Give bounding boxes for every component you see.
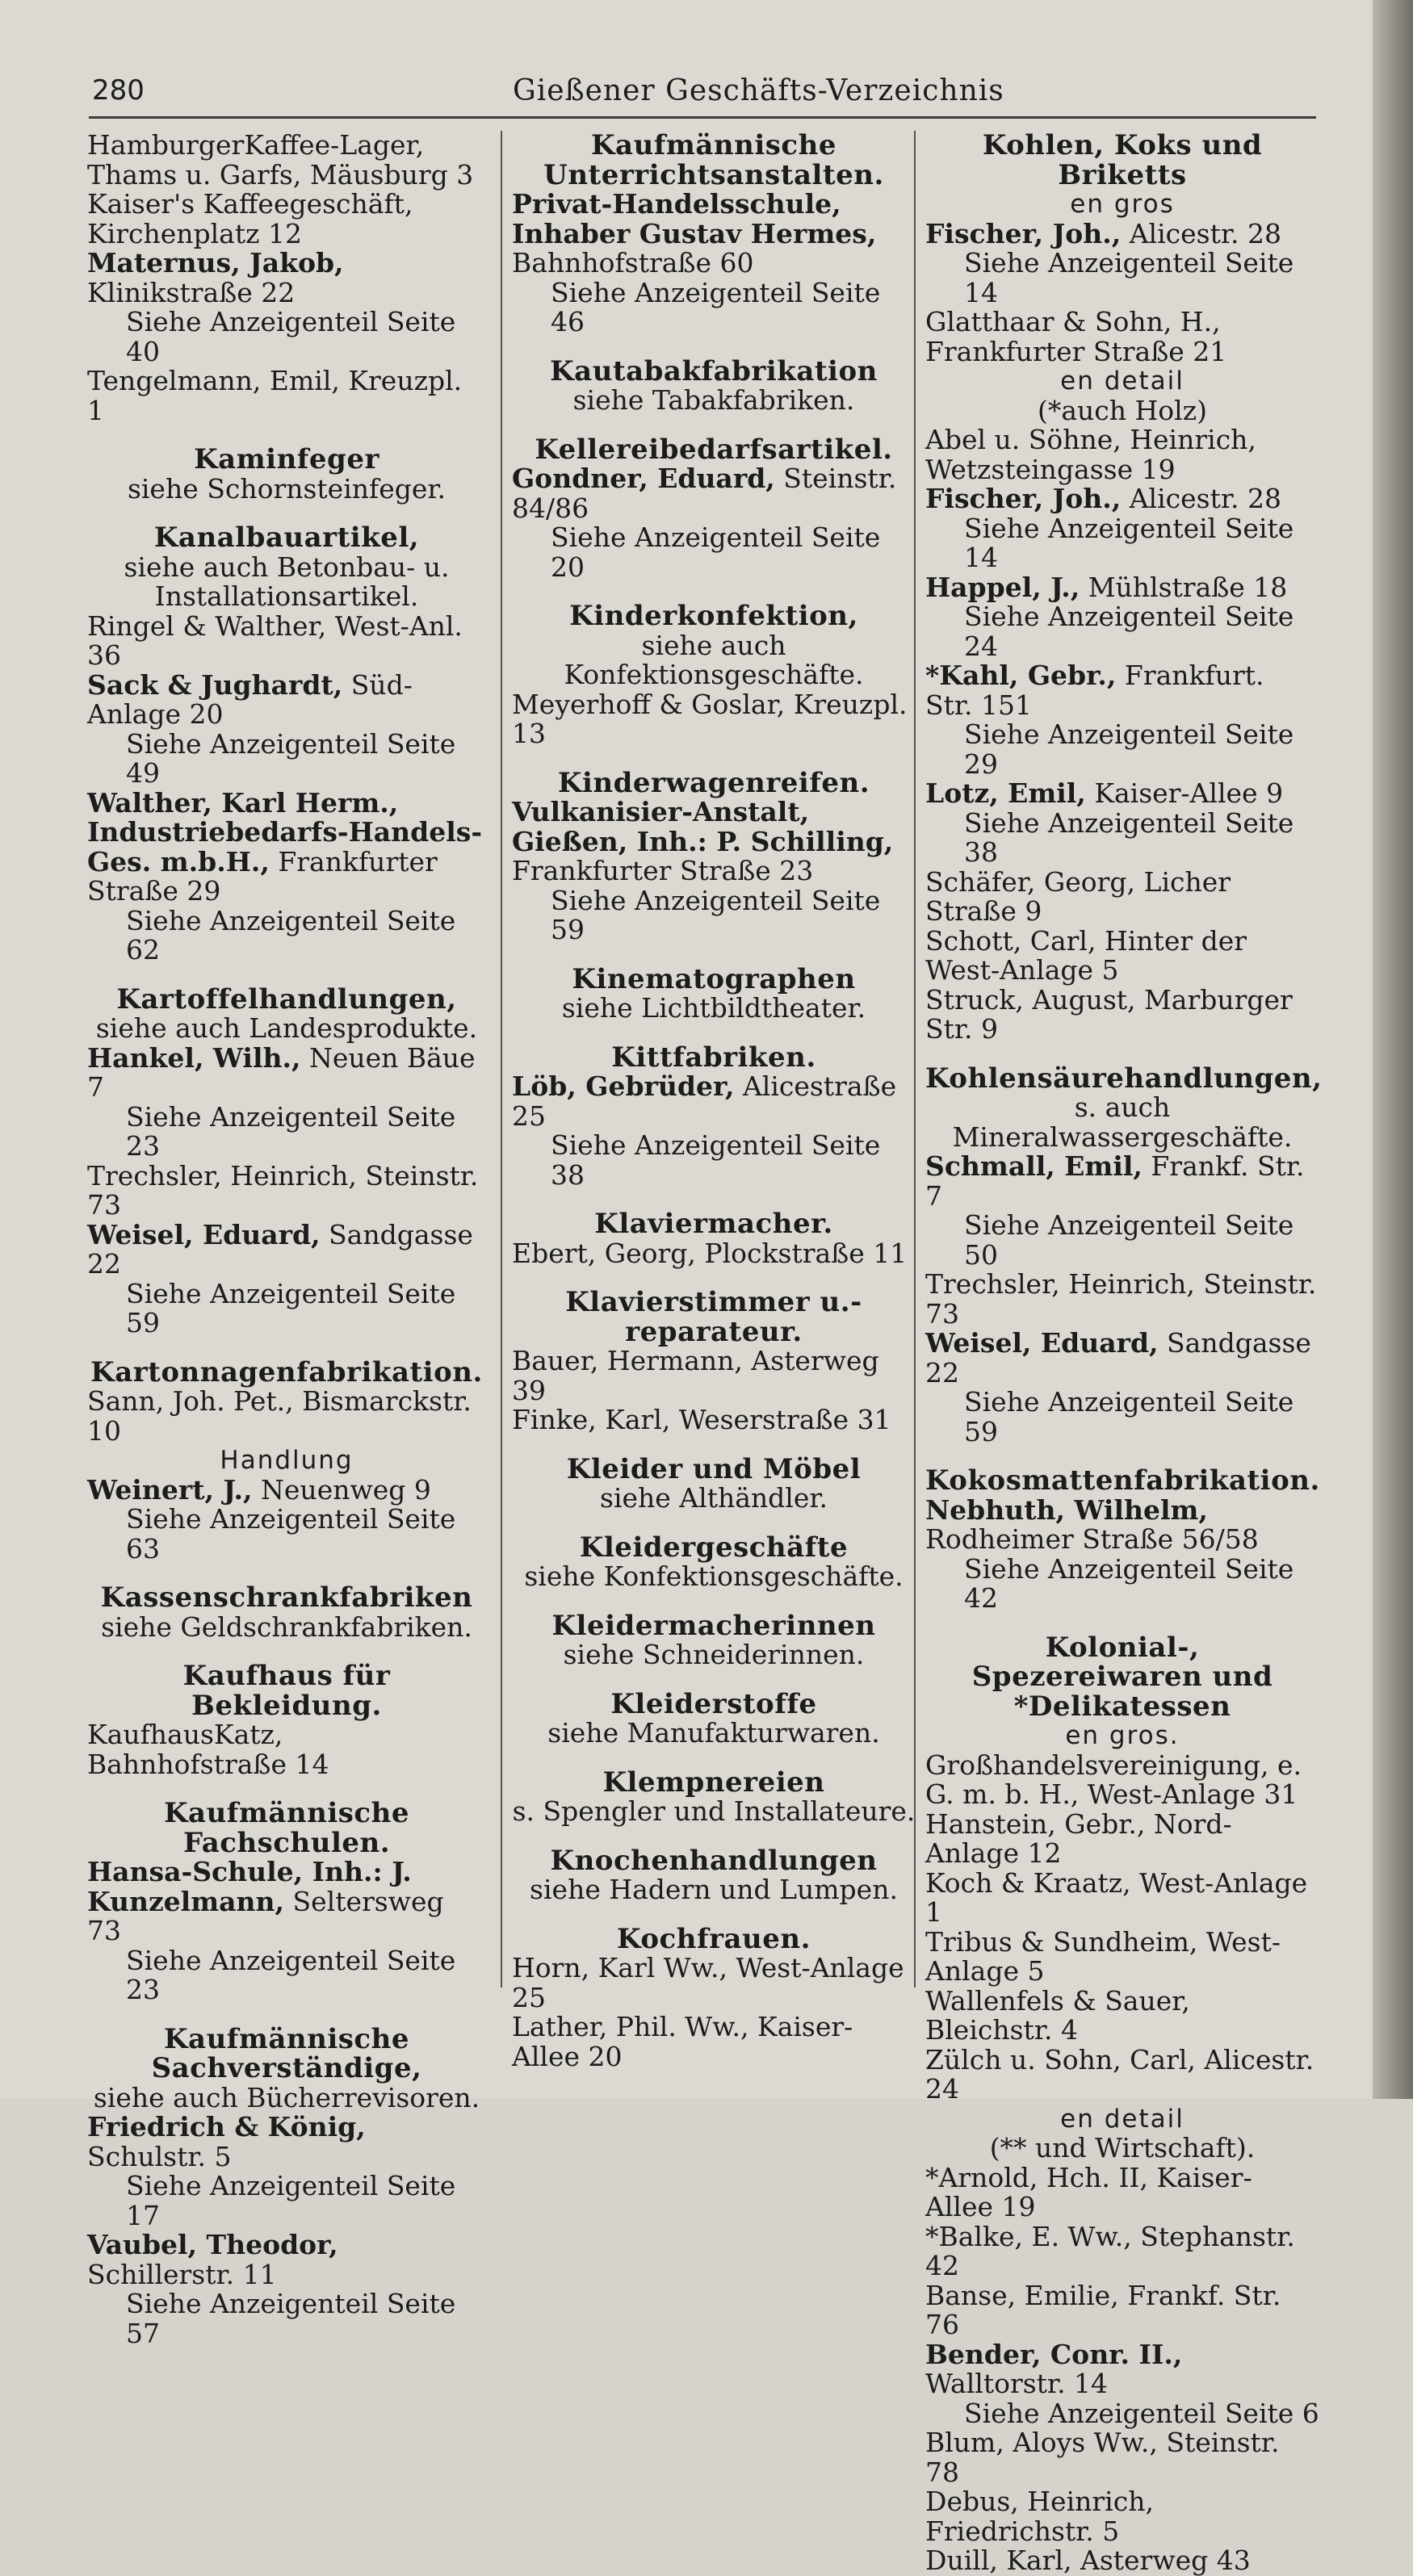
entry-address: Neuenweg 9 [261,1473,431,1506]
category-heading: Kartonnagenfabrikation. [90,1355,483,1389]
directory-entry [925,2281,1319,2340]
entry-address: Sandgasse 22 [87,1218,473,1280]
entry-name: Schott, Carl, [925,924,1096,957]
entry-address: Thams u. Garfs, Mäusburg 3 [87,158,474,191]
entry-address: Nord-Anlage 12 [925,1807,1232,1869]
category-heading: Kinderwagenreifen. [557,766,870,799]
cross-reference-note: siehe Hadern und Lumpen. [530,1874,898,1905]
directory-entry [512,190,916,279]
directory-entry [925,661,1319,720]
directory-entry [925,484,1319,514]
category-heading: Kittfabriken. [611,1041,816,1074]
directory-entry [925,573,1319,603]
entry-address: Steinstr. 84/86 [512,463,897,524]
directory-entry [925,1152,1319,1211]
entry-name: Walther, Karl Herm., Industriebedarfs-Handels-Ges. m.b.H., [87,786,483,878]
entry-address: Alicestraße 25 [512,1070,897,1132]
entry-address: Alicestr. 28 [1129,217,1281,249]
entry-name: Hankel, Wilh., [87,1041,301,1074]
entry-address: Neuen Bäue 7 [87,1041,476,1103]
directory-entry [87,131,486,190]
entry-address: Plockstraße 11 [704,1237,908,1269]
directory-entry [925,1329,1319,1388]
entry-name: Lotz, Emil, [925,777,1086,809]
advertisement-reference: Siehe Anzeigenteil Seite 63 [126,1503,456,1564]
category-heading: Klaviermacher. [594,1208,833,1240]
category-heading: Kaufhaus für Bekleidung. [182,1660,391,1722]
directory-entry [87,1858,486,1946]
category-heading: Kohlen, Koks und Briketts [982,129,1263,191]
entry-name: Bender, Conr. II., [925,2338,1183,2370]
entry-name: Weinert, J., [87,1473,253,1506]
directory-entry [512,1239,916,1269]
directory-entry [87,668,486,730]
advertisement-reference: Siehe Anzeigenteil Seite 20 [551,521,881,583]
entry-name: Fischer, Joh., [925,483,1122,514]
cross-reference-note: siehe Schneiderinnen. [563,1639,865,1670]
directory-entry [925,2428,1319,2487]
entry-address: Weserstraße 31 [678,1404,891,1435]
entry-name: Fischer, Joh., [925,217,1122,249]
entry-name: Ebert, Georg, [512,1237,696,1269]
category-heading: Kleider und Möbel [566,1452,862,1485]
entry-address: Asterweg 43 [1080,2545,1251,2576]
cross-reference-note: s. auch Mineralwassergeschäfte. [952,1091,1293,1153]
entry-name: Bauer, Hermann, [512,1345,743,1376]
directory-entry [512,1405,916,1435]
entry-address: Bahnhofstraße 60 [512,247,754,279]
column-middle [501,129,916,2072]
entry-name: Vulkanisier-Anstalt, Gießen, Inh.: P. Schilling, [512,796,894,857]
entry-address: Frankf. Str. 7 [925,1150,1305,1212]
directory-entry [87,1720,486,1779]
directory-entry [87,609,486,671]
entry-name: Maternus, Jakob, [87,247,344,279]
entry-address: Asterweg 39 [512,1345,879,1406]
advertisement-reference: Siehe Anzeigenteil Seite 38 [964,806,1294,868]
entry-address: Alicestr. 24 [925,2043,1314,2105]
category-heading: Kartoffelhandlungen, [116,982,457,1016]
entry-address: Stephanstr. 42 [925,2220,1295,2281]
category-heading: Kokosmattenfabrikation. [925,1464,1320,1497]
entry-name: HamburgerKaffee-Lager, [87,129,425,161]
directory-entry [87,1473,486,1506]
cross-reference-note: siehe Tabakfabriken. [572,384,855,416]
entry-name: Abel u. Söhne, Heinrich, [925,424,1256,455]
advertisement-reference: Siehe Anzeigenteil Seite 23 [126,1100,456,1162]
entry-address: Klinikstraße 22 [87,276,296,308]
category-heading: Kleiderstoffe [610,1687,817,1720]
entry-address: Hinter der West-Anlage 5 [925,924,1247,986]
column-right [914,129,1323,2576]
advertisement-reference: Siehe Anzeigenteil Seite 23 [126,1944,456,2005]
category-heading: Kaminfeger [194,443,379,475]
directory-entry [925,1493,1319,1555]
directory-entry [925,425,1319,484]
entry-address: Frankfurter Straße 29 [87,845,438,907]
advertisement-reference: Siehe Anzeigenteil Seite 14 [964,512,1294,573]
directory-entry [925,1751,1319,1810]
directory-entry [925,779,1319,809]
directory-entry [512,798,916,886]
entry-name: Trechsler, Heinrich, [87,1159,357,1192]
entry-address: Kaiser-Allee 19 [925,2161,1252,2222]
category-heading: Kautabakfabrikation [550,354,878,387]
directory-entry [87,1159,486,1221]
entry-name: KaufhausKatz, [87,1719,283,1750]
advertisement-reference: Siehe Anzeigenteil Seite 42 [964,1552,1294,1614]
directory-entry [925,924,1319,986]
cross-reference-note: siehe auch Betonbau- u. Installationsartikel. [124,551,450,612]
entry-name: Weisel, Eduard, [87,1218,321,1250]
advertisement-reference: Siehe Anzeigenteil Seite 50 [964,1209,1294,1271]
category-heading: Kassenschrankfabriken [100,1581,473,1614]
advertisement-reference: Siehe Anzeigenteil Seite 57 [126,2288,456,2349]
entry-name: Wallenfels & Sauer, [925,1984,1190,2017]
directory-entry [925,983,1319,1045]
entry-address: e. G. m. b. H., West-Anlage 31 [925,1749,1302,1810]
entry-address: Frankfurt. Str. 151 [925,660,1264,721]
entry-name: Ringel & Walther, [87,609,327,642]
entry-address: West-Anlage 1 [925,1866,1308,1928]
directory-entry [87,786,486,907]
entry-address: West-Anl. 36 [87,609,463,671]
directory-entry [512,464,916,523]
advertisement-reference: Siehe Anzeigenteil Seite 59 [126,1277,456,1338]
directory-entry [925,308,1319,367]
entry-address: Kaiser-Allee 20 [512,2011,853,2072]
advertisement-reference: Siehe Anzeigenteil Seite 59 [551,884,881,945]
entry-name: Zülch u. Sohn, Carl, [925,2043,1196,2075]
directory-entry [925,2222,1319,2281]
entry-name: Friedrich & König, [87,2111,366,2142]
entry-name: Schmall, Emil, [925,1150,1143,1182]
entry-name: Debus, Heinrich, [925,2486,1154,2517]
entry-name: Finke, Karl, [512,1404,671,1435]
directory-entry [87,249,486,308]
entry-name: Koch & Kraatz, [925,1866,1131,1899]
directory-entry [512,1347,916,1405]
advertisement-reference: Siehe Anzeigenteil Seite 14 [964,247,1294,308]
entry-name: Tribus & Sundheim, [925,1925,1198,1958]
subcategory-label: en gros [1070,190,1175,219]
entry-address: Alicestr. 28 [1129,483,1281,514]
entry-address: Steinstr. 78 [925,2427,1280,2488]
entry-address: Kreuzpl. 13 [512,688,908,749]
advertisement-reference: Siehe Anzeigenteil Seite 49 [126,727,456,789]
entry-name: Sann, Joh. Pet., [87,1385,294,1417]
entry-name: Sack & Jughardt, [87,668,343,701]
cross-reference-note: (** und Wirtschaft). [989,2132,1256,2163]
subcategory-label: en detail [1060,367,1184,396]
entry-address: Bismarckstr. 10 [87,1385,472,1447]
directory-entry [87,367,486,425]
entry-address: Marburger Str. 9 [925,983,1293,1045]
entry-address: Frankfurter Straße 21 [925,335,1227,367]
entry-name: Nebhuth, Wilhelm, [925,1493,1208,1526]
advertisement-reference: Siehe Anzeigenteil Seite 38 [551,1129,881,1191]
directory-entry [512,1072,916,1131]
directory-entry [925,2163,1319,2222]
directory-entry [925,2043,1319,2105]
advertisement-reference: Siehe Anzeigenteil Seite 29 [964,718,1294,780]
entry-name: Banse, Emilie, [925,2279,1119,2311]
category-heading: Kolonial-, Spezereiwaren und *Delikatessen [971,1631,1273,1723]
entry-name: Duill, Karl, [925,2545,1072,2576]
subcategory-label: Handlung [220,1446,354,1475]
category-heading: Kohlensäurehandlungen, [925,1062,1323,1095]
category-heading: Kaufmännische Unterrichtsanstalten. [543,129,884,191]
directory-entry [925,217,1319,249]
entry-address: Seltersweg 73 [87,1885,444,1946]
entry-name: Blum, Aloys Ww., [925,2427,1158,2458]
directory-entry [925,2487,1319,2546]
subcategory-label: en gros. [1065,1721,1180,1750]
entry-name: Trechsler, Heinrich, [925,1268,1195,1300]
directory-entry [87,2113,486,2172]
entry-name: Großhandelsvereinigung, [925,1749,1269,1781]
cross-reference-note: siehe auch Landesprodukte. [95,1012,478,1044]
category-heading: Kleidermacherinnen [551,1609,876,1642]
directory-entry [925,2546,1319,2576]
directory-entry [925,1984,1319,2046]
entry-address: Mühlstraße 18 [1088,571,1288,603]
advertisement-reference: Siehe Anzeigenteil Seite 6 [964,2397,1319,2429]
cross-reference-note: siehe Althändler. [600,1482,828,1514]
category-heading: Klavierstimmer u.-reparateur. [565,1286,862,1348]
entry-address: Friedrichstr. 5 [925,2515,1120,2547]
entry-address: Bahnhofstraße 14 [87,1748,329,1780]
entry-name: Kaiser's [87,188,195,220]
entry-name: Happel, J., [925,571,1080,603]
running-title: Gießener Geschäfts-Verzeichnis [513,74,1004,107]
directory-entry [87,1041,486,1103]
entry-address: Wetzsteingasse 19 [925,453,1176,485]
advertisement-reference: Siehe Anzeigenteil Seite 24 [964,601,1294,662]
advertisement-reference: Siehe Anzeigenteil Seite 59 [964,1386,1294,1447]
directory-entry [87,190,486,249]
directory-entry [87,1387,486,1446]
directory-entry [512,1954,916,2013]
directory-entry [925,1807,1319,1869]
entry-name: Privat-Handelsschule, Inhaber Gustav Hermes, [512,188,877,249]
entry-name: Schäfer, Georg, [925,865,1136,898]
category-heading: Kleidergeschäfte [579,1531,849,1564]
cross-reference-note: siehe Lichtbildtheater. [561,992,866,1024]
directory-entry [87,1218,486,1280]
entry-name: Gondner, Eduard, [512,463,775,494]
cross-reference-note: siehe Schornsteinfeger. [127,472,447,505]
entry-name: *Kahl, Gebr., [925,660,1117,691]
entry-name: Horn, Karl Ww., [512,1952,728,1983]
entry-address: Schillerstr. 11 [87,2258,277,2290]
category-heading: Kaufmännische Fachschulen. [164,1797,409,1859]
entry-address: Licher Straße 9 [925,865,1231,927]
entry-name: Lather, Phil. Ww., [512,2011,749,2042]
category-heading: Klempnereien [602,1766,825,1799]
entry-name: Löb, Gebrüder, [512,1070,735,1102]
subcategory-label: en detail [1060,2104,1184,2134]
directory-entry [87,2230,486,2289]
cross-reference-note: siehe auch Konfektionsgeschäfte. [564,629,864,690]
entry-address: Sandgasse 22 [925,1327,1311,1389]
entry-name: *Balke, E. Ww., [925,2220,1132,2252]
directory-entry [512,690,916,749]
entry-name: Struck, August, [925,983,1136,1016]
entry-address: Steinstr. 73 [87,1159,479,1221]
entry-address: Bleichstr. 4 [925,2014,1078,2046]
directory-entry [925,1925,1319,1987]
entry-address: West-Anlage 5 [925,1925,1281,1987]
entry-name: Tengelmann, Emil, [87,365,340,396]
entry-address: Kreuzpl. 1 [87,365,463,426]
cross-reference-note: siehe auch Bücherrevisoren. [93,2081,480,2113]
advertisement-reference: Siehe Anzeigenteil Seite 46 [551,276,881,337]
entry-address: Süd-Anlage 20 [87,668,413,730]
entry-address: Schulstr. 5 [87,2140,232,2172]
cross-reference-note: siehe Konfektionsgeschäfte. [524,1560,904,1592]
column-left [87,129,486,2349]
entry-address: Steinstr. 73 [925,1268,1317,1330]
cross-reference-note: siehe Manufakturwaren. [547,1717,880,1749]
cross-reference-note: s. Spengler und Installateure. [512,1795,916,1827]
directory-entry [925,1866,1319,1928]
directory-entry [512,2013,916,2071]
entry-address: Frankf. Str. 76 [925,2279,1281,2340]
category-heading: Kinematographen [572,962,856,995]
advertisement-reference: Siehe Anzeigenteil Seite 62 [126,904,456,965]
directory-entry [925,2340,1319,2399]
entry-name: Weisel, Eduard, [925,1327,1159,1359]
advertisement-reference: Siehe Anzeigenteil Seite 17 [126,2170,456,2231]
entry-name: Hanstein, Gebr., [925,1807,1146,1840]
cross-reference-note: (*auch Holz) [1038,394,1207,426]
entry-address: Kaiser-Allee 9 [1094,777,1284,809]
category-heading: Kanalbauartikel, [153,521,420,554]
cross-reference-note: siehe Geldschrankfabriken. [101,1611,472,1643]
entry-name: Vaubel, Theodor, [87,2229,338,2260]
page-header [89,71,1316,119]
category-heading: Knochenhandlungen [550,1844,878,1877]
entry-name: Hansa-Schule, Inh.: J. Kunzelmann, [87,1856,412,1917]
entry-name: Glatthaar & Sohn, H., [925,306,1221,337]
advertisement-reference: Siehe Anzeigenteil Seite 40 [126,306,456,367]
category-heading: Kinderkonfektion, [569,600,858,632]
category-heading: Kochfrauen. [617,1922,811,1955]
category-heading: Kaufmännische Sachverständige, [151,2022,422,2084]
entry-name: *Arnold, Hch. II, [925,2161,1148,2193]
entry-address: Kaffeegeschäft, Kirchenplatz 12 [87,188,413,249]
entry-address: Rodheimer Straße 56/58 [925,1523,1259,1555]
entry-address: West-Anlage 25 [512,1952,904,2013]
entry-name: Meyerhoff & Goslar, [512,688,786,720]
page-number: 280 [92,74,145,107]
category-heading: Kellereibedarfsartikel. [535,433,893,466]
directory-entry [925,1270,1319,1329]
entry-address: Frankfurter Straße 23 [512,855,814,886]
page-gutter-edge [1373,0,1413,2099]
directory-entry [925,865,1319,927]
entry-address: Walltorstr. 14 [925,2368,1109,2399]
